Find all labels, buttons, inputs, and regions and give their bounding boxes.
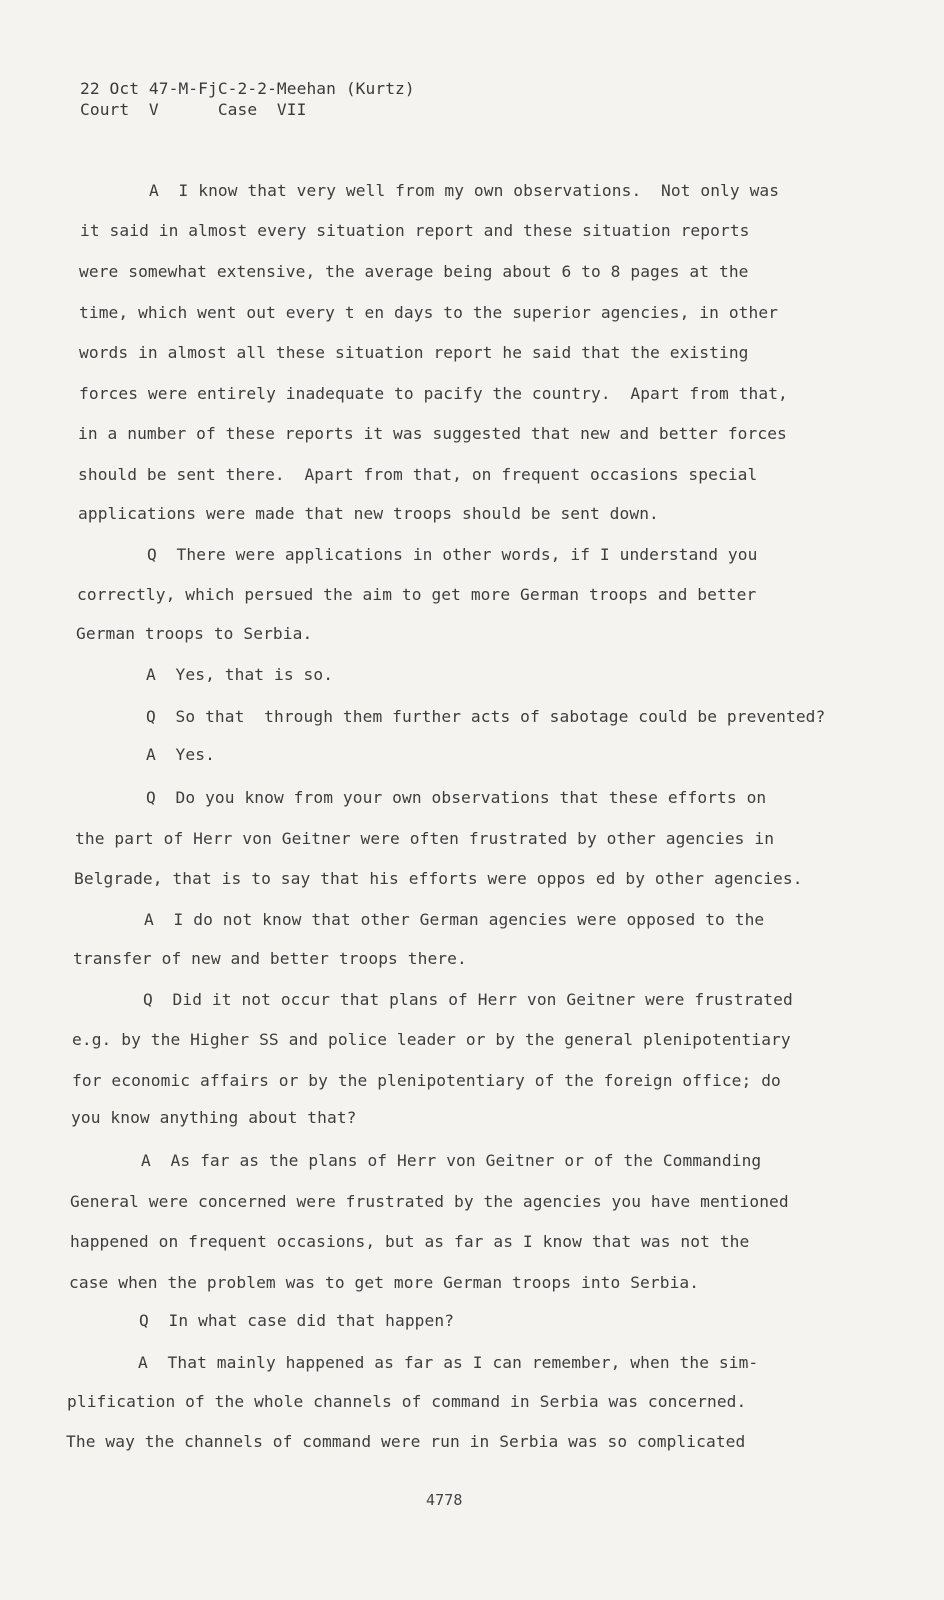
transcript-line: case when the problem was to get more German troops into Serbia.	[69, 1273, 700, 1292]
transcript-line: it said in almost every situation report and these situation reports	[80, 221, 750, 240]
transcript-line: correctly, which persued the aim to get more German troops and better	[77, 585, 757, 604]
transcript-line: plification of the whole channels of command in Serbia was concerned.	[67, 1392, 747, 1411]
page-number: 4778	[426, 1491, 463, 1509]
transcript-line: you know anything about that?	[71, 1108, 357, 1127]
transcript-line: time, which went out every t en days to the superior agencies, in other	[79, 303, 779, 322]
transcript-line: in a number of these reports it was suggested that new and better forces	[78, 424, 787, 443]
transcript-line: A I know that very well from my own observations. Not only was	[149, 181, 780, 200]
transcript-line: A Yes.	[146, 745, 215, 764]
transcript-line: Q So that through them further acts of sabotage could be prevented?	[146, 707, 826, 726]
transcript-line: A That mainly happened as far as I can remember, when the sim-	[138, 1353, 759, 1372]
transcript-line: Q In what case did that happen?	[139, 1311, 455, 1330]
transcript-line: e.g. by the Higher SS and police leader or by the general plenipotentiary	[72, 1030, 791, 1049]
transcript-line: The way the channels of command were run in Serbia was so complicated	[66, 1432, 746, 1451]
header-session-line: 22 Oct 47-M-FjC-2-2-Meehan (Kurtz)	[80, 79, 415, 98]
transcript-line: transfer of new and better troops there.	[73, 949, 467, 968]
transcript-line: A As far as the plans of Herr von Geitner or of the Commanding	[141, 1151, 762, 1170]
transcript-line: Q There were applications in other words, if I understand you	[147, 545, 758, 564]
transcript-line: A I do not know that other German agencies were opposed to the	[144, 910, 765, 929]
transcript-line: words in almost all these situation report he said that the existing	[79, 343, 749, 362]
transcript-line: forces were entirely inadequate to pacify the country. Apart from that,	[79, 384, 788, 403]
transcript-line: A Yes, that is so.	[146, 665, 334, 684]
transcript-line: applications were made that new troops should be sent down.	[78, 504, 659, 523]
transcript-line: Q Do you know from your own observations that these efforts on	[146, 788, 767, 807]
transcript-line: Belgrade, that is to say that his efforts were oppos ed by other agencies.	[74, 869, 803, 888]
transcript-line: were somewhat extensive, the average being about 6 to 8 pages at the	[79, 262, 749, 281]
transcript-line: the part of Herr von Geitner were often frustrated by other agencies in	[75, 829, 775, 848]
transcript-line: Q Did it not occur that plans of Herr von Geitner were frustrated	[143, 990, 793, 1009]
header-court-case-line: Court V Case VII	[80, 100, 307, 119]
transcript-line: should be sent there. Apart from that, on frequent occasions special	[78, 465, 758, 484]
transcript-line: for economic affairs or by the plenipotentiary of the foreign office; do	[72, 1071, 781, 1090]
transcript-line: General were concerned were frustrated by the agencies you have mentioned	[70, 1192, 789, 1211]
transcript-line: German troops to Serbia.	[76, 624, 313, 643]
transcript-line: happened on frequent occasions, but as far as I know that was not the	[70, 1232, 750, 1251]
